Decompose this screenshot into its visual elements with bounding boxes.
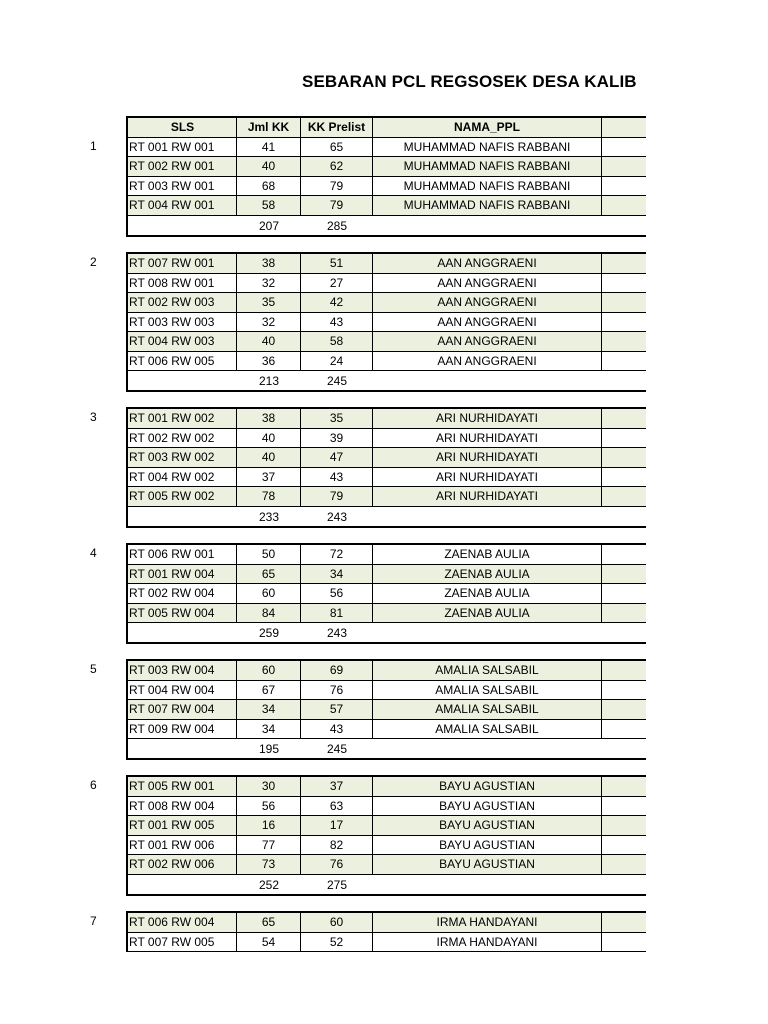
cell-jml-kk: 36 [237,352,301,371]
total-row [126,623,646,644]
header-kk-prelist: KK Prelist [301,118,373,137]
cell-nama-ppl: AAN ANGGRAENI [373,254,602,273]
cell-sls: RT 007 RW 005 [126,933,237,952]
total-kk-prelist: 243 [326,509,348,524]
table-row[interactable] [126,565,646,585]
total-kk-prelist: 243 [326,626,348,640]
cell-overflow [602,448,646,467]
table-row[interactable] [126,409,646,429]
header-row [126,118,646,138]
group-table-6 [126,775,646,896]
table-row[interactable] [126,313,646,333]
cell-sls: RT 002 RW 003 [126,293,237,312]
cell-overflow [602,604,646,623]
total-blank [373,216,602,235]
cell-sls: RT 001 RW 004 [126,565,237,584]
cell-jml-kk: 40 [237,332,301,351]
cell-sls: RT 007 RW 001 [126,254,237,273]
cell-sls: RT 007 RW 004 [126,700,237,719]
cell-kk-prelist: 57 [301,700,373,719]
cell-overflow [602,720,646,739]
total-kk-prelist: 285 [326,218,348,233]
table-row[interactable] [126,196,646,216]
cell-jml-kk: 32 [237,313,301,332]
cell-sls: RT 005 RW 004 [126,604,237,623]
cell-nama-ppl: AMALIA SALSABIL [373,681,602,700]
cell-nama-ppl: AAN ANGGRAENI [373,313,602,332]
total-jml-kk: 252 [258,877,280,892]
cell-nama-ppl: ARI NURHIDAYATI [373,468,602,487]
table-row[interactable] [126,681,646,701]
cell-nama-ppl: MUHAMMAD NAFIS RABBANI [373,157,602,176]
cell-nama-ppl: IRMA HANDAYANI [373,913,602,932]
total-row [126,371,646,392]
group-table-7 [126,911,646,952]
table-row[interactable] [126,661,646,681]
group-number: 6 [90,778,97,792]
total-jml-kk: 233 [258,509,280,524]
cell-kk-prelist: 17 [301,816,373,835]
cell-nama-ppl: ARI NURHIDAYATI [373,429,602,448]
cell-kk-prelist: 39 [301,429,373,448]
cell-jml-kk: 32 [237,274,301,293]
cell-jml-kk: 58 [237,196,301,215]
cell-overflow [602,409,646,428]
cell-sls: RT 008 RW 004 [126,797,237,816]
header-nama-ppl: NAMA_PPL [373,118,602,137]
cell-jml-kk: 38 [237,409,301,428]
group-table-5 [126,659,646,760]
cell-kk-prelist: 58 [301,332,373,351]
cell-sls: RT 004 RW 003 [126,332,237,351]
cell-jml-kk: 38 [237,254,301,273]
cell-overflow [602,313,646,332]
cell-sls: RT 001 RW 002 [126,409,237,428]
cell-jml-kk: 65 [237,565,301,584]
cell-jml-kk: 40 [237,429,301,448]
cell-nama-ppl: ZAENAB AULIA [373,584,602,603]
cell-jml-kk: 60 [237,584,301,603]
cell-kk-prelist: 42 [301,293,373,312]
cell-kk-prelist: 52 [301,933,373,952]
cell-nama-ppl: AMALIA SALSABIL [373,700,602,719]
cell-sls: RT 005 RW 001 [126,777,237,796]
cell-nama-ppl: MUHAMMAD NAFIS RABBANI [373,177,602,196]
cell-overflow [602,332,646,351]
cell-nama-ppl: ARI NURHIDAYATI [373,487,602,506]
cell-sls: RT 009 RW 004 [126,720,237,739]
table-row[interactable] [126,293,646,313]
table-row[interactable] [126,429,646,449]
group-table-1 [126,116,646,237]
table-row[interactable] [126,584,646,604]
table-row[interactable] [126,855,646,875]
table-row[interactable] [126,836,646,856]
cell-kk-prelist: 65 [301,138,373,157]
cell-kk-prelist: 63 [301,797,373,816]
cell-jml-kk: 16 [237,816,301,835]
cell-overflow [602,138,646,157]
cell-overflow [602,565,646,584]
cell-sls: RT 003 RW 002 [126,448,237,467]
group-table-3 [126,407,646,528]
total-label [126,216,237,235]
cell-jml-kk: 50 [237,545,301,564]
group-number: 2 [90,255,97,269]
cell-nama-ppl: ZAENAB AULIA [373,545,602,564]
cell-kk-prelist: 72 [301,545,373,564]
cell-nama-ppl: AMALIA SALSABIL [373,661,602,680]
total-jml-kk: 259 [258,626,280,640]
cell-overflow [602,681,646,700]
cell-jml-kk: 78 [237,487,301,506]
cell-kk-prelist: 51 [301,254,373,273]
cell-jml-kk: 37 [237,468,301,487]
cell-kk-prelist: 79 [301,196,373,215]
cell-nama-ppl: ARI NURHIDAYATI [373,409,602,428]
total-label [126,875,237,894]
cell-sls: RT 002 RW 004 [126,584,237,603]
cell-jml-kk: 34 [237,720,301,739]
total-blank [373,507,602,526]
header-sls: SLS [126,118,237,137]
cell-jml-kk: 73 [237,855,301,874]
group-number: 5 [90,662,97,676]
cell-sls: RT 002 RW 001 [126,157,237,176]
table-row[interactable] [126,468,646,488]
table-row[interactable] [126,797,646,817]
cell-sls: RT 003 RW 001 [126,177,237,196]
cell-kk-prelist: 43 [301,313,373,332]
table-row[interactable] [126,777,646,797]
cell-overflow [602,254,646,273]
table-row[interactable] [126,448,646,468]
total-label [126,739,237,758]
cell-overflow [602,584,646,603]
cell-kk-prelist: 81 [301,604,373,623]
cell-overflow [602,196,646,215]
header-overflow [602,118,646,137]
total-blank [373,623,602,642]
cell-sls: RT 003 RW 003 [126,313,237,332]
cell-kk-prelist: 62 [301,157,373,176]
cell-sls: RT 001 RW 001 [126,138,237,157]
total-label [126,507,237,526]
cell-nama-ppl: ZAENAB AULIA [373,604,602,623]
cell-jml-kk: 84 [237,604,301,623]
group-number: 3 [90,410,97,424]
cell-overflow [602,855,646,874]
cell-sls: RT 006 RW 005 [126,352,237,371]
cell-jml-kk: 77 [237,836,301,855]
cell-kk-prelist: 27 [301,274,373,293]
cell-kk-prelist: 79 [301,487,373,506]
total-label [126,371,237,390]
cell-nama-ppl: AAN ANGGRAENI [373,274,602,293]
cell-jml-kk: 56 [237,797,301,816]
cell-nama-ppl: BAYU AGUSTIAN [373,797,602,816]
cell-sls: RT 002 RW 006 [126,855,237,874]
cell-jml-kk: 35 [237,293,301,312]
table-row[interactable] [126,604,646,624]
cell-kk-prelist: 79 [301,177,373,196]
cell-kk-prelist: 82 [301,836,373,855]
total-blank [373,739,602,758]
cell-overflow [602,293,646,312]
cell-nama-ppl: AAN ANGGRAENI [373,332,602,351]
cell-jml-kk: 67 [237,681,301,700]
cell-overflow [602,352,646,371]
page-title: SEBARAN PCL REGSOSEK DESA KALIB [302,72,637,91]
total-blank [373,875,602,894]
cell-nama-ppl: AAN ANGGRAENI [373,293,602,312]
table-row[interactable] [126,254,646,274]
cell-sls: RT 004 RW 004 [126,681,237,700]
cell-kk-prelist: 60 [301,913,373,932]
cell-overflow [602,661,646,680]
cell-overflow [602,429,646,448]
cell-kk-prelist: 43 [301,468,373,487]
table-row[interactable] [126,138,646,158]
cell-jml-kk: 68 [237,177,301,196]
cell-overflow [602,836,646,855]
cell-nama-ppl: AMALIA SALSABIL [373,720,602,739]
cell-jml-kk: 40 [237,157,301,176]
table-row[interactable] [126,274,646,294]
total-kk-prelist: 245 [326,374,348,388]
table-row[interactable] [126,913,646,933]
cell-kk-prelist: 34 [301,565,373,584]
total-jml-kk: 207 [258,218,280,233]
cell-nama-ppl: ARI NURHIDAYATI [373,448,602,467]
cell-sls: RT 006 RW 001 [126,545,237,564]
cell-kk-prelist: 43 [301,720,373,739]
cell-kk-prelist: 24 [301,352,373,371]
cell-jml-kk: 40 [237,448,301,467]
total-jml-kk: 213 [258,374,280,388]
cell-sls: RT 008 RW 001 [126,274,237,293]
cell-overflow [602,545,646,564]
total-row [126,739,646,760]
table-row[interactable] [126,352,646,372]
table-row[interactable] [126,157,646,177]
table-row[interactable] [126,487,646,507]
cell-kk-prelist: 35 [301,409,373,428]
table-row[interactable] [126,720,646,740]
cell-jml-kk: 65 [237,913,301,932]
cell-jml-kk: 41 [237,138,301,157]
cell-overflow [602,487,646,506]
total-blank [373,371,602,390]
cell-jml-kk: 54 [237,933,301,952]
cell-nama-ppl: MUHAMMAD NAFIS RABBANI [373,138,602,157]
table-row[interactable] [126,177,646,197]
cell-sls: RT 004 RW 001 [126,196,237,215]
cell-sls: RT 001 RW 006 [126,836,237,855]
cell-kk-prelist: 76 [301,681,373,700]
table-row[interactable] [126,545,646,565]
cell-sls: RT 003 RW 004 [126,661,237,680]
cell-nama-ppl: BAYU AGUSTIAN [373,777,602,796]
cell-nama-ppl: ZAENAB AULIA [373,565,602,584]
cell-kk-prelist: 69 [301,661,373,680]
cell-overflow [602,468,646,487]
total-jml-kk: 195 [258,742,280,756]
group-number: 4 [90,546,97,560]
cell-overflow [602,700,646,719]
cell-nama-ppl: BAYU AGUSTIAN [373,855,602,874]
group-number: 7 [90,914,97,928]
cell-sls: RT 001 RW 005 [126,816,237,835]
cell-overflow [602,816,646,835]
cell-nama-ppl: IRMA HANDAYANI [373,933,602,952]
group-number: 1 [90,139,97,153]
cell-overflow [602,274,646,293]
cell-jml-kk: 60 [237,661,301,680]
cell-nama-ppl: BAYU AGUSTIAN [373,836,602,855]
cell-overflow [602,933,646,952]
cell-jml-kk: 34 [237,700,301,719]
group-table-2 [126,252,646,392]
cell-sls: RT 002 RW 002 [126,429,237,448]
table-row[interactable] [126,816,646,836]
cell-kk-prelist: 56 [301,584,373,603]
cell-overflow [602,777,646,796]
cell-overflow [602,797,646,816]
group-table-4 [126,543,646,644]
total-label [126,623,237,642]
cell-overflow [602,157,646,176]
total-kk-prelist: 275 [326,877,348,892]
cell-jml-kk: 30 [237,777,301,796]
table-row[interactable] [126,332,646,352]
cell-overflow [602,913,646,932]
header-jml-kk: Jml KK [237,118,301,137]
total-row [126,875,646,896]
cell-kk-prelist: 47 [301,448,373,467]
cell-sls: RT 004 RW 002 [126,468,237,487]
cell-sls: RT 005 RW 002 [126,487,237,506]
total-kk-prelist: 245 [326,742,348,756]
cell-kk-prelist: 37 [301,777,373,796]
cell-nama-ppl: BAYU AGUSTIAN [373,816,602,835]
total-row [126,507,646,528]
table-row[interactable] [126,933,646,953]
cell-nama-ppl: MUHAMMAD NAFIS RABBANI [373,196,602,215]
cell-nama-ppl: AAN ANGGRAENI [373,352,602,371]
cell-kk-prelist: 76 [301,855,373,874]
cell-overflow [602,177,646,196]
table-row[interactable] [126,700,646,720]
cell-sls: RT 006 RW 004 [126,913,237,932]
total-row [126,216,646,237]
